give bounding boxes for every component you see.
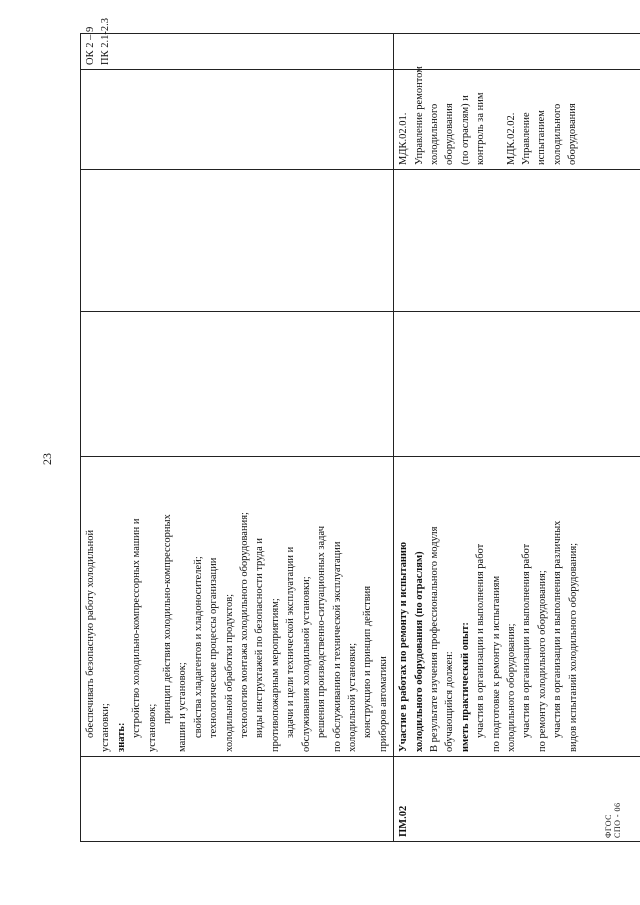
content-line: принцип действия холодильно-компрессорных [162, 514, 174, 724]
content-line: виды инструктажей по безопасности труда и [254, 538, 266, 738]
content-line: видов испытаний холодильного оборудования; [567, 542, 579, 752]
content-line: участия в организации и выполнения работ [521, 543, 533, 738]
content-line: приборов автоматики [377, 656, 389, 752]
table-row [394, 34, 640, 842]
content-line: устройство холодильно-компрессорных машин и [131, 518, 143, 738]
content-line: обучающийся должен: [444, 651, 456, 752]
mdk-line: МДК.02.02. [505, 112, 517, 165]
mdk-line: (по отраслям) и [459, 95, 471, 165]
page-number: 23 [40, 453, 54, 465]
content-line: задачи и цели технической эксплуатации и [285, 546, 297, 738]
mdk-line: контроль за ним [475, 92, 487, 165]
content-line: технологические процессы организации [208, 557, 220, 738]
footer-code: ФГОС СПО - 06 [604, 802, 622, 838]
competency-code: ОК 2 – 9 [85, 26, 96, 65]
mdk-line [489, 74, 504, 165]
mdk-line: оборудования [567, 103, 579, 165]
mdk-line: МДК.02.01. [398, 112, 410, 165]
mdk-line: Управление [520, 112, 532, 165]
content-line: технологию монтажа холодильного оборудования; [239, 512, 251, 738]
content-line: Участие в работах по ремонту и испытанию [398, 542, 410, 752]
content-line: конструкцию и принцип действия [362, 585, 374, 738]
content-line: обеспечивать безопасную работу холодильной [85, 529, 96, 738]
content-cell [394, 457, 640, 757]
competency-table [80, 18, 640, 842]
mdk-line: холодильного [428, 103, 440, 165]
content-line: знать: [115, 722, 127, 752]
mdk-line: Управление ремонтом [413, 66, 425, 165]
hours-cell [394, 312, 640, 457]
content-line: холодильной обработки продуктов; [223, 593, 235, 752]
content-line: противопожарным мероприятиям; [269, 598, 281, 752]
competencies-cell [81, 18, 394, 70]
content-line: участия в организации и выполнения различных [552, 520, 564, 738]
rotated-table-wrapper [80, 18, 600, 842]
mdk-line: холодильного [551, 103, 563, 165]
mdk-line: испытанием [536, 110, 548, 165]
content-line: холодильного оборудования; [505, 623, 517, 752]
content-line: участия в организации и выполнения работ [475, 543, 487, 738]
content-line: холодильной установки; [346, 642, 358, 752]
content-line: установок; [146, 703, 158, 752]
content-line: машин и установок; [177, 662, 189, 752]
mdk-line: оборудования [444, 103, 456, 165]
content-line: по подготовке к ремонту и испытаниям [490, 575, 502, 752]
table-row [81, 34, 394, 842]
module-code-cell: ПМ.02 [394, 757, 640, 842]
content-line: холодильного оборудования (по отраслям) [413, 551, 425, 752]
table-body [81, 18, 640, 842]
hours-cell [81, 170, 394, 312]
competency-code: ПК 2.1-2.3 [100, 18, 112, 65]
content-line: иметь практический опыт: [459, 622, 471, 752]
mdk-cell [394, 66, 640, 170]
content-line: установки; [100, 703, 112, 752]
content-line: по ремонту холодильного оборудования; [536, 570, 548, 752]
content-line: обслуживания холодильной установки; [300, 576, 312, 752]
module-code-cell [81, 757, 394, 842]
competencies-cell [394, 34, 640, 70]
content-cell [81, 457, 394, 757]
hours-cell [81, 312, 394, 457]
content-line: решения производственно-ситуационных задач [316, 525, 328, 738]
content-line: В результате изучения профессионального модуля [428, 526, 440, 752]
hours-cell [394, 170, 640, 312]
content-line: свойства хладагентов и хладоносителей; [192, 556, 204, 738]
mdk-cell [81, 70, 394, 170]
content-line: по обслуживанию и технической эксплуатации [331, 541, 343, 752]
